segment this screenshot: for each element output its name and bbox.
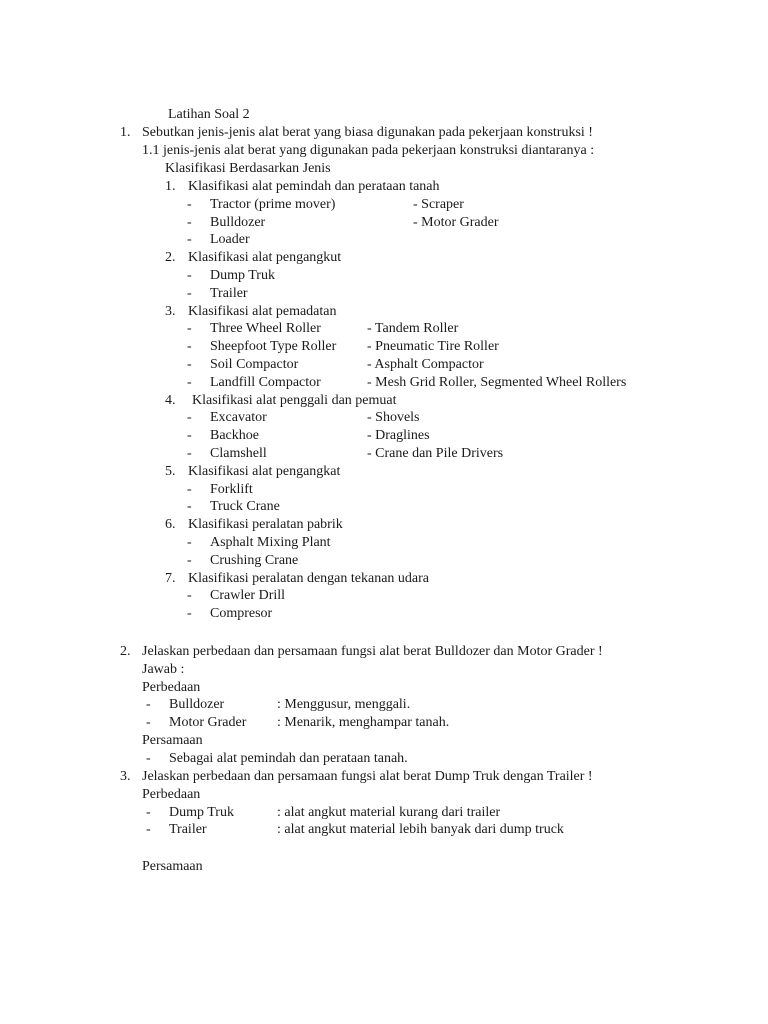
list-item: Landfill Compactor: [210, 374, 321, 390]
group-label: Klasifikasi peralatan dengan tekanan udara: [188, 570, 430, 586]
question-text: Sebutkan jenis-jenis alat berat yang biasa digunakan pada pekerjaan konstruksi !: [142, 125, 593, 140]
bullet-dash: -: [187, 196, 192, 212]
list-item: Backhoe: [210, 428, 259, 444]
list-item-secondary: - Tandem Roller: [367, 321, 459, 337]
bullet-dash: -: [187, 321, 192, 337]
list-item-secondary: - Crane dan Pile Drivers: [367, 446, 504, 461]
bullet-dash: -: [187, 214, 192, 230]
list-item: Asphalt Mixing Plant: [210, 535, 331, 550]
bullet-dash: -: [187, 428, 192, 444]
group-label: Klasifikasi alat pengangkut: [188, 250, 342, 266]
sub-heading: 1.1 jenis-jenis alat berat yang digunakan pada pekerjaan konstruksi diantaranya :: [142, 143, 595, 158]
group-number: 1.: [165, 179, 176, 194]
bullet-dash: -: [146, 804, 151, 820]
group-label: Klasifikasi alat pemadatan: [188, 303, 337, 319]
list-item-secondary: - Mesh Grid Roller, Segmented Wheel Rollers: [367, 374, 627, 390]
group-number: 3.: [165, 303, 176, 319]
list-item: Clamshell: [210, 446, 267, 461]
group-label: Klasifikasi peralatan pabrik: [188, 517, 343, 533]
group-number: 7.: [165, 570, 176, 586]
list-item: Sheepfoot Type Roller: [210, 339, 337, 355]
group-number: 2.: [165, 250, 176, 266]
list-item-secondary: - Scraper: [413, 196, 464, 212]
bullet-dash: -: [187, 552, 192, 568]
definition: Sebagai alat pemindah dan perataan tanah.: [169, 750, 408, 766]
bullet-dash: -: [187, 446, 192, 461]
question-text: Jelaskan perbedaan dan persamaan fungsi alat berat Dump Truk dengan Trailer !: [142, 769, 593, 784]
question-text: Jelaskan perbedaan dan persamaan fungsi alat berat Bulldozer dan Motor Grader !: [142, 644, 603, 659]
bullet-dash: -: [187, 481, 192, 497]
list-item: Dump Truk: [210, 268, 275, 283]
term: Trailer: [169, 822, 207, 838]
list-item: Trailer: [210, 285, 248, 301]
answer-label: Jawab :: [142, 661, 185, 677]
list-item-secondary: - Draglines: [367, 428, 430, 444]
group-label: Klasifikasi alat pemindah dan perataan tanah: [188, 179, 440, 194]
bullet-dash: -: [187, 339, 192, 355]
bullet-dash: -: [187, 268, 192, 283]
group-number: 6.: [165, 517, 176, 533]
bullet-dash: -: [187, 285, 192, 301]
bullet-dash: -: [146, 822, 151, 838]
group-number: 4.: [165, 392, 176, 408]
list-item: Soil Compactor: [210, 357, 299, 372]
list-item: Tractor (prime mover): [210, 196, 336, 212]
group-label: Klasifikasi alat penggali dan pemuat: [192, 392, 397, 408]
perbedaan-label: Perbedaan: [142, 679, 201, 695]
bullet-dash: -: [187, 499, 192, 515]
question-number: 2.: [120, 644, 131, 659]
list-item: Truck Crane: [210, 499, 280, 515]
bullet-dash: -: [187, 606, 192, 622]
bullet-dash: -: [187, 588, 192, 604]
definition: : Menarik, menghampar tanah.: [277, 715, 450, 731]
list-item: Forklift: [210, 481, 253, 497]
term: Dump Truk: [169, 804, 234, 820]
list-item: Loader: [210, 232, 250, 248]
term: Motor Grader: [169, 715, 247, 731]
bullet-dash: -: [146, 715, 151, 731]
bullet-dash: -: [187, 535, 192, 550]
persamaan-label: Persamaan: [142, 859, 203, 874]
question-number: 1.: [120, 125, 131, 140]
list-item-secondary: - Shovels: [367, 410, 420, 426]
group-label: Klasifikasi alat pengangkat: [188, 463, 341, 479]
list-item: Excavator: [210, 410, 267, 426]
perbedaan-label: Perbedaan: [142, 786, 201, 802]
definition: : alat angkut material lebih banyak dari dump truck: [277, 822, 564, 838]
list-item: Compresor: [210, 606, 273, 622]
definition: : Menggusur, menggali.: [277, 697, 411, 713]
list-item-secondary: - Pneumatic Tire Roller: [367, 339, 499, 355]
document-title: Latihan Soal 2: [168, 107, 250, 122]
list-item: Bulldozer: [210, 214, 266, 230]
bullet-dash: -: [187, 374, 192, 390]
persamaan-label: Persamaan: [142, 733, 203, 748]
list-item: Crushing Crane: [210, 552, 299, 568]
definition: : alat angkut material kurang dari trailer: [277, 804, 501, 820]
list-item-secondary: - Motor Grader: [413, 214, 499, 230]
list-item: Crawler Drill: [210, 588, 286, 604]
bullet-dash: -: [187, 232, 192, 248]
term: Bulldozer: [169, 697, 225, 713]
list-item-secondary: - Asphalt Compactor: [367, 357, 484, 372]
bullet-dash: -: [187, 357, 192, 372]
bullet-dash: -: [187, 410, 192, 426]
question-number: 3.: [120, 769, 131, 784]
group-number: 5.: [165, 463, 176, 479]
bullet-dash: -: [146, 750, 151, 766]
list-item: Three Wheel Roller: [210, 321, 321, 337]
bullet-dash: -: [146, 697, 151, 713]
section-heading: Klasifikasi Berdasarkan Jenis: [165, 161, 331, 176]
